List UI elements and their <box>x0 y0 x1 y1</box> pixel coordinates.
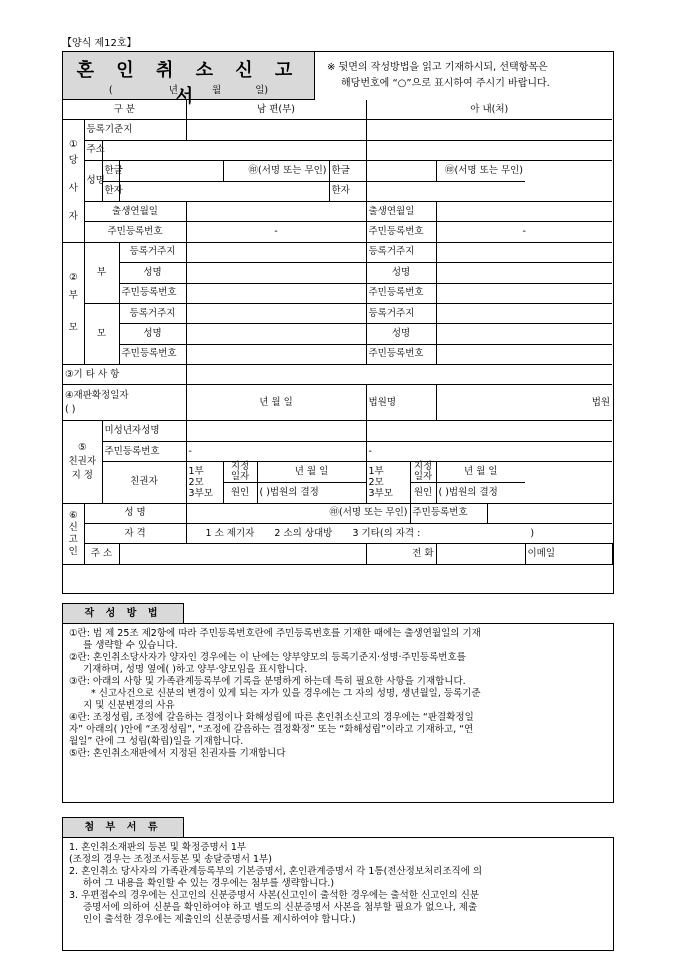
attachment-line: 1. 혼인취소재판의 등본 및 확정증명서 1부 <box>69 842 247 853</box>
wife-mother-registry-field[interactable] <box>436 303 612 323</box>
husband-father-name-field[interactable] <box>186 263 366 283</box>
form-number-label: 【양식 제12호】 <box>62 38 137 49</box>
label-char: 당 <box>68 155 78 167</box>
attachment-line: (조정의 경우는 조정조서등본 및 송달증명서 1부) <box>69 854 272 865</box>
label-char: ① <box>68 139 78 151</box>
option-both[interactable]: 3부모 <box>188 487 213 499</box>
reporter-address-field[interactable] <box>119 544 366 564</box>
wife-hangul-label: 한글 <box>329 161 366 181</box>
label-char: ⑤ <box>77 442 87 454</box>
section-6-reporter-label <box>63 503 84 564</box>
other-matters-field[interactable] <box>186 365 612 385</box>
mother-registry-label: 등록거주지 <box>119 303 186 323</box>
date-month-label: 월 <box>211 85 222 96</box>
father-rrn-label: 주민등록번호 <box>119 283 186 303</box>
husband-registry-label: 등록기준지 <box>84 120 186 140</box>
notice-line: 해당번호에 “○”으로 표시하여 주시기 바랍니다. <box>341 78 550 89</box>
cause-label: 원인 <box>410 483 436 503</box>
section-2-parents-label <box>63 242 84 364</box>
howto-line: 월일” 란에 그 성립(확립)일을 기재합니다. <box>69 736 244 747</box>
husband-side-minor-rrn-field[interactable]: - <box>186 441 366 461</box>
wife-mother-registry-label: 등록거주지 <box>366 303 436 323</box>
husband-address-field[interactable] <box>102 140 366 160</box>
wife-side-holder-options[interactable] <box>366 462 410 503</box>
notice-line: ※ 뒷면의 작성방법을 읽고 기재하시되, 선택항목은 <box>327 62 548 73</box>
howto-line: 자” 아래의( )안에 “조정성립”, “조정에 갈음하는 결정확정” 또는 “화해성립”이라고 기재하고, “연 <box>69 724 474 735</box>
howto-title: 작 성 방 법 <box>62 603 184 623</box>
designated-date-label <box>410 462 436 483</box>
judgment-date-field[interactable]: 년 월 일 <box>186 385 366 421</box>
cause-label: 원인 <box>223 483 257 503</box>
wife-registry-field[interactable] <box>366 120 612 140</box>
main-form-table <box>63 100 612 565</box>
label-char: ⑥ <box>68 509 78 521</box>
wife-side-minor-rrn-field[interactable]: - <box>366 441 612 461</box>
reporter-name-field[interactable]: ㊞(서명 또는 무인) <box>186 503 410 523</box>
wife-side-designated-date[interactable]: 년 월 일 <box>436 462 525 483</box>
section-4-judgment-label <box>63 385 186 421</box>
option-mother[interactable]: 2모 <box>368 476 384 488</box>
husband-registry-field[interactable] <box>186 120 366 140</box>
attachments-title: 첨 부 서 류 <box>62 817 184 837</box>
name-label: 성명 <box>84 161 102 202</box>
qualification-option-plaintiff[interactable]: 1 소 제기자 <box>205 527 255 539</box>
howto-line: * 신고사건으로 신분의 변경이 있게 되는 자가 있을 경우에는 그 자의 성명, 생년월일, 등록기준 <box>91 688 481 699</box>
wife-hangul-name-field[interactable] <box>366 161 436 181</box>
howto-line: ④란: 조정성립, 조정에 갈음하는 결정이나 화해성립에 따른 혼인취소신고의 경우에는 “판결확정일 <box>69 712 474 723</box>
label-line: 일자 <box>413 471 433 483</box>
husband-side-minor-name-field[interactable] <box>186 421 366 441</box>
attachment-line: 하여 그 내용을 확인할 수 있는 경우에는 첨부를 생략합니다.) <box>83 878 335 889</box>
husband-birth-field[interactable] <box>186 201 366 221</box>
reporter-qualification-options[interactable] <box>186 524 612 544</box>
section-3-other-label: ③기 타 사 항 <box>63 365 186 385</box>
label-char: 사 <box>68 183 78 195</box>
minor-rrn-label: 주민등록번호 <box>102 441 186 461</box>
option-mother[interactable]: 2모 <box>188 476 204 488</box>
mother-name-label: 성명 <box>119 324 186 344</box>
wife-mother-name-label: 성명 <box>366 324 436 344</box>
qualification-option-defendant[interactable]: 2 소의 상대방 <box>274 527 333 539</box>
option-father[interactable]: 1부 <box>368 465 384 477</box>
label-char: ② <box>68 272 78 284</box>
designated-date-label <box>223 462 257 483</box>
date-open: ( <box>108 85 113 96</box>
label-char: 지 정 <box>71 470 93 482</box>
wife-seal: ㊞(서명 또는 무인) <box>436 161 525 181</box>
wife-father-name-label: 성명 <box>366 263 436 283</box>
court-name-field[interactable]: 법원 <box>436 385 612 421</box>
hangul-label: 한글 <box>102 161 119 181</box>
wife-father-registry-field[interactable] <box>436 242 612 262</box>
label-char: 고 <box>68 533 78 545</box>
wife-hanja-name-field[interactable] <box>366 181 525 201</box>
wife-rrn-label: 주민등록번호 <box>366 222 436 242</box>
wife-rrn-field[interactable]: - <box>436 222 612 242</box>
custody-holder-label: 친권자 <box>102 462 186 503</box>
minor-name-label: 미성년자성명 <box>102 421 186 441</box>
wife-father-registry-label: 등록거주지 <box>366 242 436 262</box>
header-husband: 남 편(부) <box>186 100 366 120</box>
father-label: 부 <box>84 242 119 303</box>
reporter-name-label: 성 명 <box>84 503 186 523</box>
label-char: 친권자 <box>68 456 97 468</box>
title-box <box>63 52 315 107</box>
wife-mother-rrn-field[interactable] <box>436 344 612 364</box>
reporter-phone-label: 전 화 <box>366 544 436 564</box>
howto-box <box>62 623 614 803</box>
wife-father-rrn-label: 주민등록번호 <box>366 283 436 303</box>
label-char: 부 <box>68 290 78 302</box>
section-1-parties-label <box>63 120 84 242</box>
howto-line: ①란: 법 제 25조 제2항에 따라 주민등록번호란에 주민등록번호를 기재한 때에는 출생연월일의 기재 <box>69 628 481 639</box>
husband-rrn-field[interactable]: - <box>186 222 366 242</box>
header-wife: 아 내(처) <box>366 100 612 120</box>
reporter-email-label: 이메일 <box>525 544 612 564</box>
husband-seal: ㊞(서명 또는 무인) <box>223 161 329 181</box>
howto-line: 를 생략할 수 있습니다. <box>83 640 178 651</box>
mother-label: 모 <box>84 303 119 364</box>
attachment-line: 3. 우편접수의 경우에는 신고인의 신분증명서 사본(신고인이 출석한 경우에는 출석한 신고인의 신분 <box>69 890 480 901</box>
label-char: 자 <box>68 211 78 223</box>
section-5-custody-label <box>63 421 102 503</box>
father-registry-label: 등록거주지 <box>119 242 186 262</box>
birth-label: 출생연월일 <box>84 201 186 221</box>
husband-mother-rrn-field[interactable] <box>186 344 366 364</box>
howto-line: 지 및 신분변경의 사유 <box>83 700 175 711</box>
date-day-label: 일) <box>255 85 269 96</box>
attachment-line: 인이 출석한 경우에는 제출인의 신분증명서를 제시하여야 합니다.) <box>83 914 356 925</box>
attachments-box <box>62 837 614 951</box>
howto-line: ②란: 혼인취소당사자가 양자인 경우에는 이 난에는 양부양모의 등록기준지·성명·주민등록번호를 <box>69 652 466 663</box>
wife-father-rrn-field[interactable] <box>436 283 612 303</box>
wife-side-minor-name-field[interactable] <box>366 421 612 441</box>
attachment-line: 증명서에 의하여 신분을 확인하여야 하고 별도의 신분증명서 사본을 첨부할 필요가 없으나, 제출 <box>83 902 478 913</box>
label-char: 신 <box>68 521 78 533</box>
option-both[interactable]: 3부모 <box>368 487 393 499</box>
husband-hangul-name-field[interactable] <box>119 161 223 181</box>
wife-side-cause-field[interactable]: ( )법원의 결정 <box>436 483 525 503</box>
attachment-line: 2. 혼인취소 당사자의 가족관계등록부의 기본증명서, 혼인관계증명서 각 1통(전산정보처리조직에 의 <box>69 866 483 877</box>
report-date-line <box>63 82 314 96</box>
qualification-other-close: ) <box>530 527 535 539</box>
court-name-label: 법원명 <box>366 385 436 421</box>
form-title: 혼 인 취 소 신 고 서 <box>76 60 301 107</box>
mother-rrn-label: 주민등록번호 <box>119 344 186 364</box>
reporter-qualification-label: 자 격 <box>84 524 186 544</box>
label-line: 일자 <box>230 471 250 483</box>
reporter-phone-field[interactable] <box>436 544 525 564</box>
husband-father-rrn-field[interactable] <box>186 283 366 303</box>
instruction-notice <box>327 60 550 92</box>
qualification-option-other[interactable]: 3 기타(의 자격 : <box>352 527 421 539</box>
wife-father-name-field[interactable] <box>436 263 612 283</box>
wife-hanja-label: 한자 <box>329 181 366 201</box>
label-line: 지정 <box>230 461 250 473</box>
reporter-rrn-field[interactable] <box>487 503 612 523</box>
howto-line: ⑤란: 혼인취소재판에서 지정된 친권자를 기재합니다 <box>69 748 286 759</box>
judgment-label-line: ( ) <box>65 403 76 415</box>
father-name-label: 성명 <box>119 263 186 283</box>
label-line: 지정 <box>413 461 433 473</box>
report-form <box>62 51 614 594</box>
husband-side-cause-field[interactable]: ( )법원의 결정 <box>257 483 366 503</box>
wife-mother-rrn-label: 주민등록번호 <box>366 344 436 364</box>
husband-side-designated-date[interactable]: 년 월 일 <box>257 462 366 483</box>
husband-hanja-name-field[interactable] <box>119 181 329 201</box>
header-division: 구 분 <box>63 100 186 120</box>
date-year-label: 년 <box>168 85 178 96</box>
howto-line: 기재하며, 성명 옆에( )하고 양부·양모임을 표시합니다. <box>83 664 308 675</box>
wife-address-field[interactable] <box>366 140 612 160</box>
husband-mother-registry-field[interactable] <box>186 303 366 323</box>
option-father[interactable]: 1부 <box>188 465 204 477</box>
judgment-label-line: ④재판확정일자 <box>65 389 129 401</box>
husband-father-registry-field[interactable] <box>186 242 366 262</box>
wife-birth-label: 출생연월일 <box>366 201 436 221</box>
reporter-address-label: 주 소 <box>84 544 119 564</box>
reporter-rrn-label: 주민등록번호 <box>410 503 487 523</box>
hanja-label: 한자 <box>102 181 119 201</box>
wife-mother-name-field[interactable] <box>436 324 612 344</box>
label-char: 인 <box>68 545 78 557</box>
rrn-label: 주민등록번호 <box>84 222 186 242</box>
address-label: 주소 <box>84 140 102 160</box>
howto-line: ③란: 아래의 사항 및 가족관계등록부에 기록을 분명하게 하는데 특히 필요한 사항을 기재합니다. <box>69 676 466 687</box>
wife-birth-field[interactable] <box>436 201 612 221</box>
label-char: 모 <box>68 322 78 334</box>
husband-mother-name-field[interactable] <box>186 324 366 344</box>
husband-side-holder-options[interactable] <box>186 462 223 503</box>
